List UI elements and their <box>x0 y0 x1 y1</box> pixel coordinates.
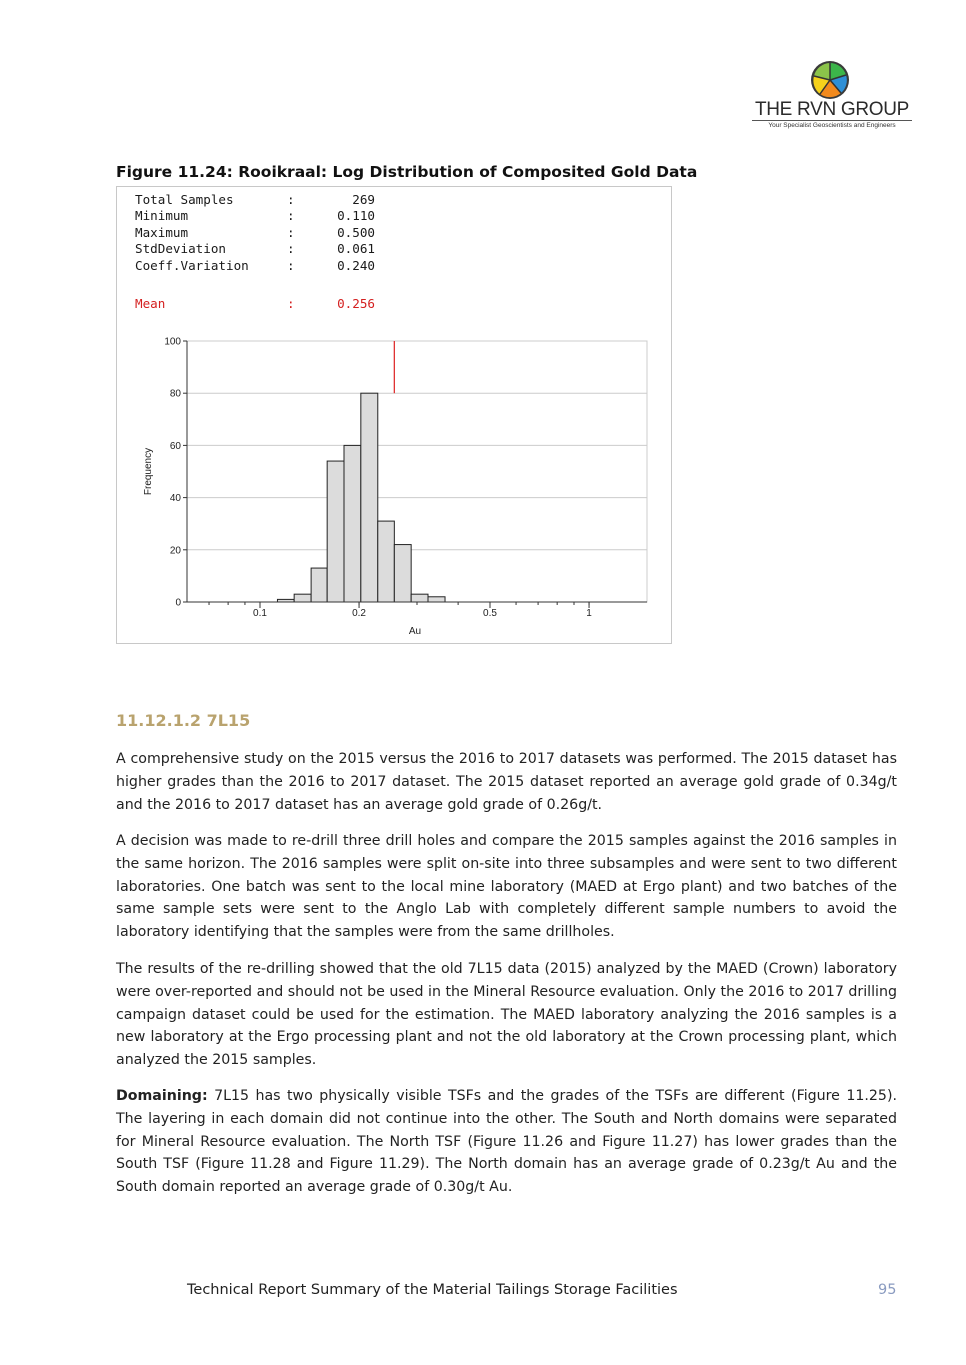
y-axis-label: Frequency <box>143 447 154 496</box>
paragraph-3: The results of the re-drilling showed that the old 7L15 data (2015) analyzed by the MAED (Crown) laboratory were over-reported and should not be used in the Mineral Resource evaluation. Only the 2016 to 2017 drilling campaign dataset could be used for the estimation. The MAED laboratory analyzing the 2016 samples is a new laboratory at the Ergo processing plant and not the old laboratory at the Crown processing plant, which analyzed the 2015 samples. <box>116 961 897 1069</box>
y-tick-label: 80 <box>169 388 181 400</box>
stat-label: Maximum <box>135 224 189 240</box>
stat-colon: : <box>287 257 295 273</box>
y-tick-label: 100 <box>164 336 181 348</box>
histogram-figure <box>116 186 672 644</box>
figure-caption: Figure 11.24: Rooikraal: Log Distribution of Composited Gold Data <box>116 163 698 181</box>
histogram-bar <box>344 445 361 602</box>
y-tick-label: 0 <box>175 597 181 609</box>
stat-value: 0.240 <box>337 257 375 273</box>
stat-label: Minimum <box>135 208 189 224</box>
stat-label: Mean <box>135 296 166 312</box>
histogram-bar <box>294 594 311 602</box>
stat-colon: : <box>287 224 295 240</box>
x-tick-label: 0.5 <box>483 608 497 619</box>
paragraph-4-text: 7L15 has two physically visible TSFs and the grades of the TSFs are different (Figure 11.25). The layering in each domain did not continue into the other. The South and North domains were separated for Mineral Resource evaluation. The North TSF (Figure 11.26 and Figure 11.27) has lower grades than the South TSF (Figure 11.28 and Figure 11.29). The North domain has an average grade of 0.23g/t Au and the South domain reported an average grade of 0.30g/t Au. <box>116 1088 897 1196</box>
y-tick-label: 20 <box>169 545 181 557</box>
x-tick-label: 0.1 <box>253 608 267 619</box>
histogram-bar <box>394 545 411 602</box>
company-logo <box>752 58 912 132</box>
stat-label: Total Samples <box>135 192 234 207</box>
footer-title: Technical Report Summary of the Material Tailings Storage Facilities <box>187 1282 678 1298</box>
stat-value: 0.061 <box>337 241 375 257</box>
histogram-chart <box>117 187 670 642</box>
logo-name: THE RVN GROUP <box>752 100 912 121</box>
x-axis-label: Au <box>408 626 422 637</box>
histogram-bar <box>361 393 378 602</box>
stat-value: 0.500 <box>337 224 375 240</box>
histogram-bar <box>378 521 395 602</box>
y-tick-label: 40 <box>169 493 181 505</box>
histogram-bar <box>327 461 344 602</box>
x-tick-label: 0.2 <box>352 608 367 619</box>
stat-value: 0.110 <box>337 208 375 224</box>
stat-value: 269 <box>352 192 375 207</box>
stat-label: StdDeviation <box>135 241 226 257</box>
stat-colon: : <box>287 241 295 257</box>
histogram-bar <box>311 568 327 602</box>
histogram-bar <box>411 594 428 602</box>
stat-colon: : <box>287 296 295 312</box>
plot-frame <box>187 341 647 602</box>
section-title: 11.12.1.2 7L15 <box>116 711 251 730</box>
paragraph-1: A comprehensive study on the 2015 versus the 2016 to 2017 datasets was performed. The 2015 dataset has higher grades than the 2016 to 2017 dataset. The 2015 dataset reported an average gold grade of 0.34g/t and the 2016 to 2017 dataset has an average gold grade of 0.26g/t. <box>116 751 897 813</box>
histogram-bar <box>428 597 445 602</box>
stat-colon: : <box>287 192 295 207</box>
stat-label: Coeff.Variation <box>135 257 249 273</box>
rvn-pie-logo-icon <box>808 58 852 102</box>
domaining-label: Domaining: <box>116 1088 208 1104</box>
y-tick-label: 60 <box>169 440 181 452</box>
paragraph-2: A decision was made to re-drill three drill holes and compare the 2015 samples against the 2016 samples in the same horizon. The 2016 samples were split on-site into three subsamples and were sent to two different laboratories. One batch was sent to the local mine laboratory (MAED at Ergo plant) and two batches of the same sample sets were sent to the Anglo Lab with completely different sample numbers to avoid the laboratory identifying that the samples were from the same drillholes. <box>116 833 897 941</box>
logo-tagline: Your Specialist Geoscientists and Engineers <box>768 122 896 129</box>
stat-colon: : <box>287 208 295 224</box>
paragraph-4 <box>116 1085 897 1199</box>
stat-value: 0.256 <box>337 296 375 312</box>
page-number: 95 <box>878 1282 897 1298</box>
x-tick-label: 1 <box>586 608 592 619</box>
